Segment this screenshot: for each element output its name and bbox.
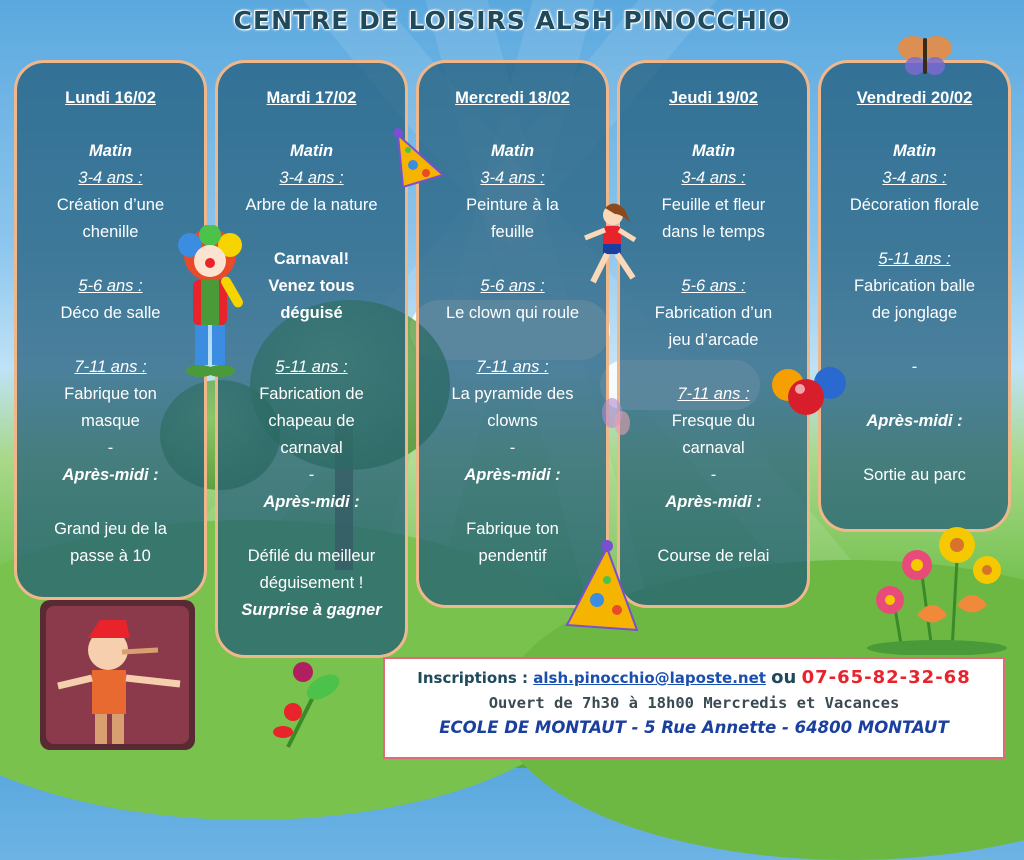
spacer — [218, 516, 405, 543]
inscriptions-label: Inscriptions : — [417, 669, 529, 687]
activity-text: Fabrication balle — [853, 277, 976, 295]
activity-text: - — [911, 358, 918, 376]
activity-text: déguisement ! — [259, 574, 364, 592]
activity-text: - — [710, 466, 717, 484]
activity-text: chapeau de — [268, 412, 355, 430]
age-group-label: 3-4 ans : — [882, 169, 947, 187]
activity-text: Feuille et fleur — [661, 196, 766, 214]
age-group-label: 5-6 ans : — [480, 277, 545, 295]
activity-text: Course de relai — [657, 547, 770, 565]
activity-text: Carnaval! — [273, 250, 350, 268]
session-label: Surprise à gagner — [241, 601, 382, 619]
party-hat-icon — [562, 540, 642, 640]
age-group-label: 5-11 ans : — [878, 250, 951, 268]
spacer — [821, 327, 1008, 354]
activity-text: feuille — [490, 223, 535, 241]
age-group-label: 5-6 ans : — [78, 277, 143, 295]
age-group-label: 3-4 ans : — [480, 169, 545, 187]
activity-text: déguisé — [280, 304, 343, 322]
activity-text: - — [107, 439, 114, 457]
activity-text: passe à 10 — [70, 547, 151, 565]
clown-icon — [165, 225, 255, 385]
age-group-label: 5-6 ans : — [681, 277, 746, 295]
spacer — [620, 246, 807, 273]
activity-text: Sortie au parc — [863, 466, 966, 484]
activity-text: Décoration florale — [849, 196, 980, 214]
session-label: Matin — [691, 142, 736, 160]
day-heading: Mardi 17/02 — [266, 89, 357, 107]
activity-text: Fresque du — [671, 412, 756, 430]
spacer — [419, 489, 606, 516]
activity-text: Fabrication d’un — [654, 304, 773, 322]
spacer — [17, 489, 204, 516]
activity-text: chenille — [82, 223, 139, 241]
or-text: ou — [771, 667, 797, 688]
activity-text: - — [308, 466, 315, 484]
contact-line — [385, 665, 1003, 691]
spacer — [620, 516, 807, 543]
session-label: Après-midi : — [665, 493, 762, 511]
spacer — [821, 219, 1008, 246]
email-link[interactable]: alsh.pinocchio@laposte.net — [533, 669, 766, 687]
activity-text: Peinture à la — [466, 196, 559, 214]
activity-text: Déco de salle — [60, 304, 161, 322]
bouquet-icon — [258, 652, 358, 752]
session-label: Matin — [289, 142, 334, 160]
session-label: Après-midi : — [464, 466, 561, 484]
runner-girl-icon — [575, 200, 645, 295]
activity-text: clowns — [487, 412, 538, 430]
activity-text: Création d’une — [56, 196, 165, 214]
juggling-balls-icon — [768, 365, 853, 420]
age-group-label: 3-4 ans : — [279, 169, 344, 187]
flowers-icon — [862, 520, 1012, 655]
activity-text: dans le temps — [662, 223, 765, 241]
day-heading: Mercredi 18/02 — [455, 89, 570, 107]
activity-text: La pyramide des — [451, 385, 574, 403]
age-group-label: 7-11 ans : — [476, 358, 549, 376]
age-group-label: 3-4 ans : — [78, 169, 143, 187]
session-label: Après-midi : — [263, 493, 360, 511]
page-title: CENTRE DE LOISIRS ALSH PINOCCHIO — [233, 6, 791, 35]
spacer — [419, 327, 606, 354]
day-heading: Jeudi 19/02 — [669, 89, 758, 107]
activity-text: Fabrique ton — [64, 385, 157, 403]
age-group-label: 7-11 ans : — [677, 385, 750, 403]
day-card-jeudi — [617, 60, 810, 608]
activity-text: pendentif — [478, 547, 547, 565]
session-label: Matin — [892, 142, 937, 160]
session-label: Après-midi : — [866, 412, 963, 430]
activity-text: Fabrication de — [259, 385, 364, 403]
activity-text: - — [509, 439, 516, 457]
info-box — [383, 657, 1005, 759]
activity-text: carnaval — [280, 439, 343, 457]
day-heading: Lundi 16/02 — [65, 89, 156, 107]
age-group-label: 3-4 ans : — [681, 169, 746, 187]
activity-text: de jonglage — [871, 304, 958, 322]
spacer — [821, 435, 1008, 462]
age-group-label: 7-11 ans : — [74, 358, 147, 376]
activity-text: Le clown qui roule — [446, 304, 579, 322]
age-group-label: 5-11 ans : — [275, 358, 348, 376]
pinocchio-icon — [40, 600, 195, 750]
activity-text: Arbre de la nature — [245, 196, 378, 214]
day-heading: Vendredi 20/02 — [856, 89, 973, 107]
session-label: Après-midi : — [62, 466, 159, 484]
phone-number[interactable]: 07-65-82-32-68 — [801, 667, 971, 688]
activity-text: jeu d’arcade — [668, 331, 759, 349]
address: ECOLE DE MONTAUT - 5 Rue Annette - 64800 MONTAUT — [439, 718, 949, 737]
session-label: Matin — [88, 142, 133, 160]
butterfly-icon — [598, 395, 634, 445]
activity-text: masque — [81, 412, 140, 430]
opening-hours: Ouvert de 7h30 à 18h00 Mercredis et Vacances — [488, 694, 900, 712]
day-card-vendredi — [818, 60, 1011, 532]
butterfly-icon — [895, 30, 955, 80]
activity-text: Venez tous — [268, 277, 355, 295]
activity-text: carnaval — [682, 439, 745, 457]
session-label: Matin — [490, 142, 535, 160]
activity-text: Défilé du meilleur — [247, 547, 376, 565]
activity-text: Fabrique ton — [466, 520, 559, 538]
activity-text: Grand jeu de la — [54, 520, 167, 538]
party-hat-icon — [388, 125, 448, 195]
